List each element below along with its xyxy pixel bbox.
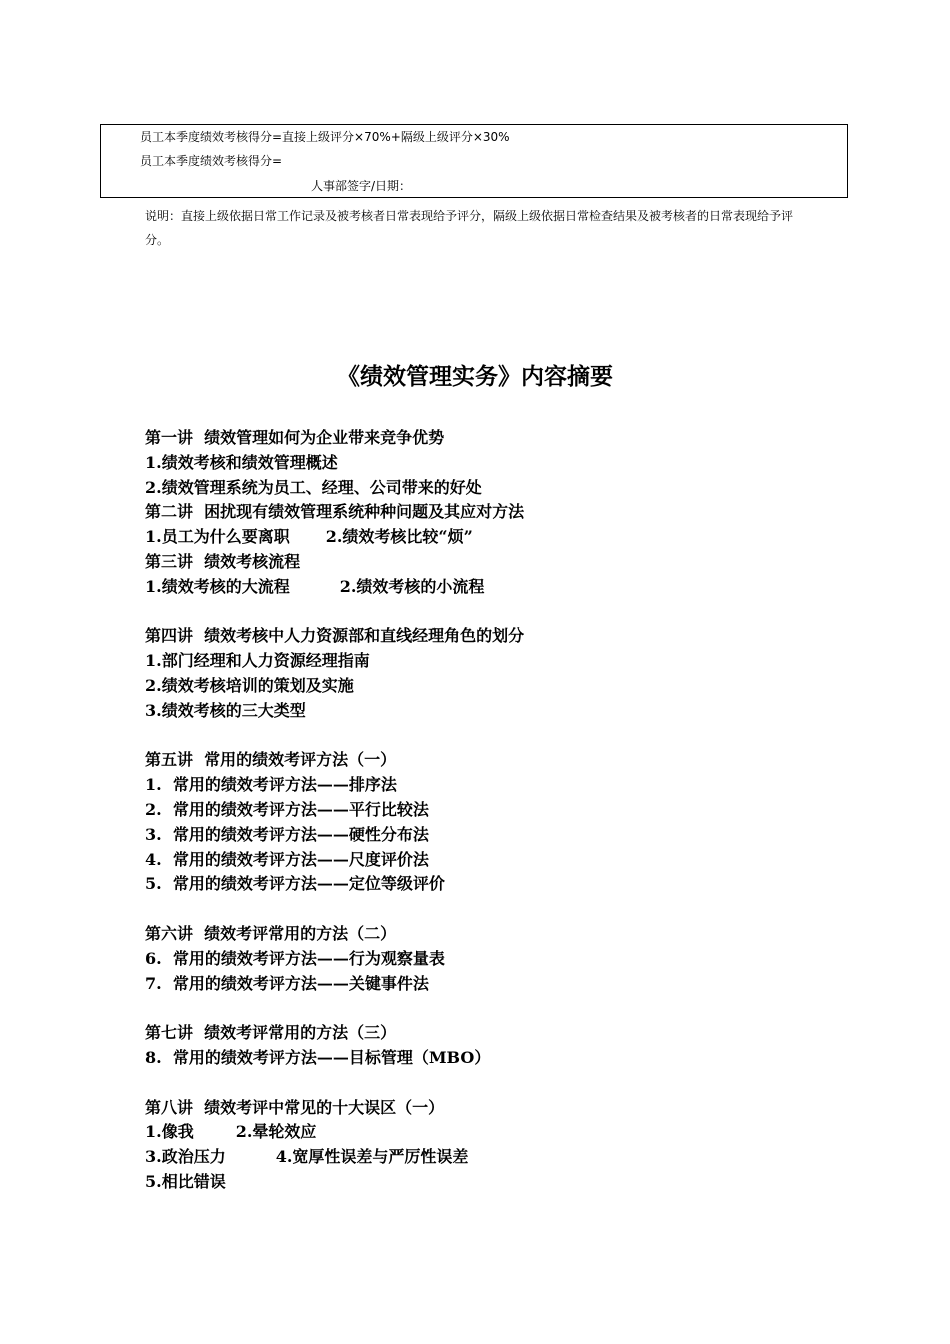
lecture-5-item-5: 5. 常用的绩效考评方法——定位等级评价 — [145, 874, 445, 894]
lecture-3-item-1: 1.绩效考核的大流程 — [145, 576, 290, 596]
spacer — [145, 1071, 825, 1096]
lecture-3-title: 第三讲 绩效考核流程 — [145, 551, 301, 571]
lecture-3-items — [145, 575, 825, 600]
lecture-8-item-1: 1.像我 — [145, 1122, 194, 1142]
lecture-6-item-1: 6. 常用的绩效考评方法——行为观察量表 — [145, 948, 445, 968]
score-form-box — [100, 124, 848, 198]
lecture-4-item-2: 2.绩效考核培训的策划及实施 — [145, 675, 354, 695]
lecture-7-item-1: 8. 常用的绩效考评方法——目标管理（MBO） — [145, 1047, 491, 1067]
document-title: 《绩效管理实务》内容摘要 — [337, 364, 613, 390]
lecture-8-item-3: 3.政治压力 — [145, 1147, 226, 1167]
lecture-4-title: 第四讲 绩效考核中人力资源部和直线经理角色的划分 — [145, 626, 525, 646]
form-note: 说明：直接上级依据日常工作记录及被考核者日常表现给予评分，隔级上级依据日常检查结果及被考核者的日常表现给予评分。 — [145, 209, 794, 247]
lecture-8-item-2: 2.晕轮效应 — [235, 1122, 317, 1142]
lecture-1-item-1: 1.绩效考核和绩效管理概述 — [145, 452, 338, 472]
lecture-4-item-3: 3.绩效考核的三大类型 — [145, 700, 306, 720]
lecture-8-items-a — [145, 1120, 825, 1145]
spacer — [145, 724, 825, 749]
hr-sign-label: 人事部签字/日期： — [311, 179, 412, 193]
lecture-2-items — [145, 525, 825, 550]
lecture-1-title: 第一讲 绩效管理如何为企业带来竞争优势 — [145, 428, 445, 447]
lecture-1-item-2: 2.绩效管理系统为员工、经理、公司带来的好处 — [145, 477, 482, 497]
lecture-8-title: 第八讲 绩效考评中常见的十大误区（一） — [145, 1097, 445, 1117]
lecture-2-item-1: 1.员工为什么要离职 — [145, 527, 290, 547]
score-field-label: 员工本季度绩效考核得分= — [140, 154, 283, 168]
lecture-2-title: 第二讲 困扰现有绩效管理系统种种问题及其应对方法 — [145, 502, 525, 522]
lecture-8-item-5: 5.相比错误 — [145, 1171, 226, 1191]
lecture-5-title: 第五讲 常用的绩效考评方法（一） — [145, 750, 397, 770]
spacer — [145, 897, 825, 922]
lecture-5-item-1: 1. 常用的绩效考评方法——排序法 — [145, 775, 397, 795]
lecture-5-item-2: 2. 常用的绩效考评方法——平行比较法 — [145, 799, 429, 819]
lecture-7-title: 第七讲 绩效考评常用的方法（三） — [145, 1023, 397, 1043]
table-of-contents — [145, 426, 825, 1195]
lecture-8-item-4: 4.宽厚性误差与严厉性误差 — [275, 1147, 469, 1167]
lecture-8-items-b — [145, 1145, 825, 1170]
lecture-5-item-4: 4. 常用的绩效考评方法——尺度评价法 — [145, 849, 429, 869]
spacer — [145, 600, 825, 625]
lecture-4-item-1: 1.部门经理和人力资源经理指南 — [145, 651, 370, 671]
lecture-5-item-3: 3. 常用的绩效考评方法——硬性分布法 — [145, 824, 429, 844]
lecture-3-item-2: 2.绩效考核的小流程 — [339, 576, 485, 596]
score-formula: 员工本季度绩效考核得分=直接上级评分×70%+隔级上级评分×30% — [140, 130, 510, 144]
lecture-6-title: 第六讲 绩效考评常用的方法（二） — [145, 923, 397, 943]
lecture-2-item-2: 2.绩效考核比较“烦” — [325, 527, 473, 547]
spacer — [145, 996, 825, 1021]
lecture-6-item-2: 7. 常用的绩效考评方法——关键事件法 — [145, 973, 429, 993]
